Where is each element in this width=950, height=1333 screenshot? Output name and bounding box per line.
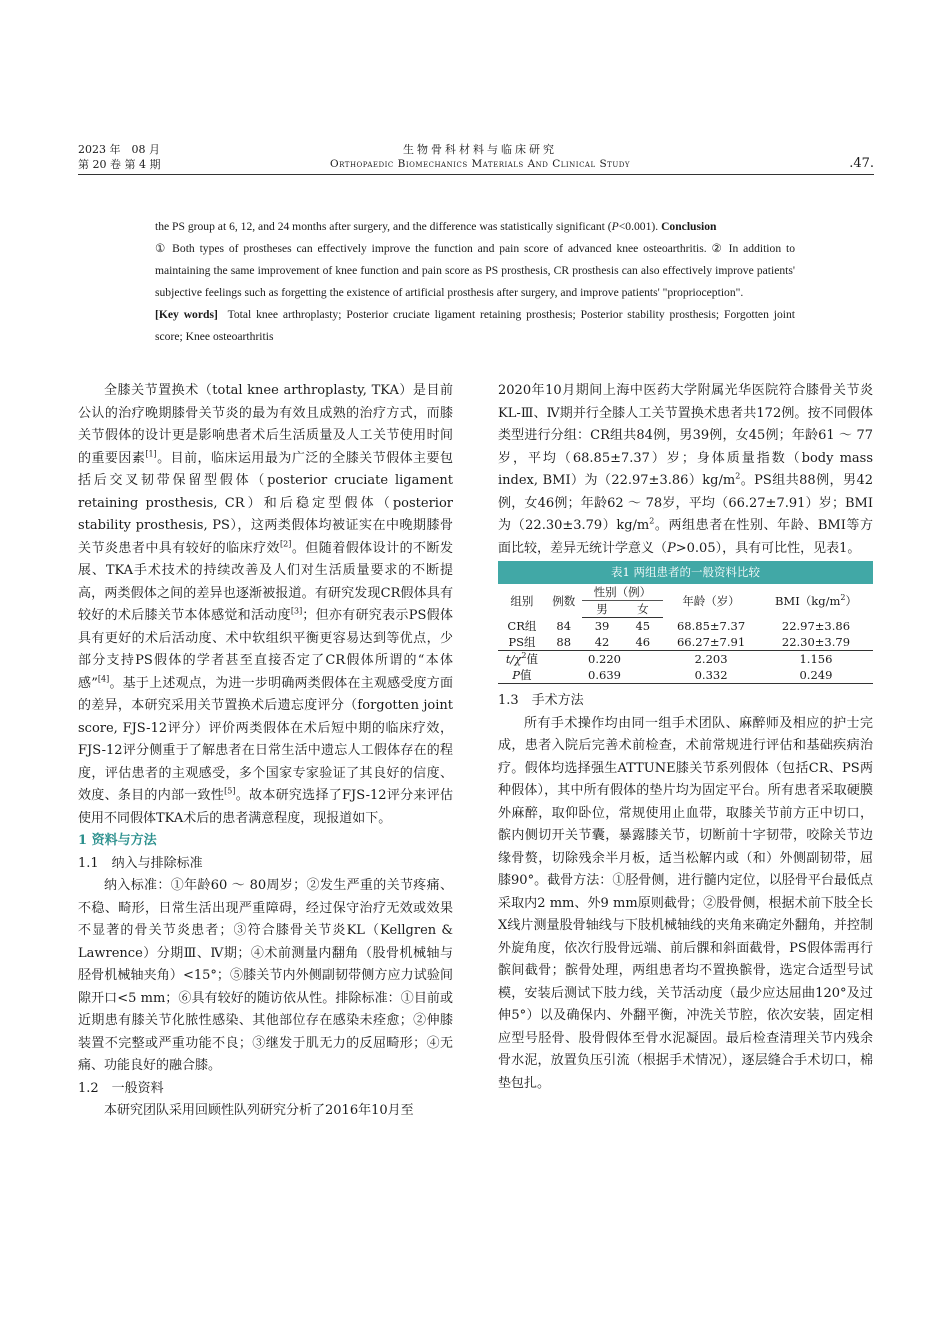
subsection-heading: 1.2 一般资料 xyxy=(78,1080,164,1096)
table-title: 表1 两组患者的一般资料比较 xyxy=(498,561,873,584)
col-header-age: 年龄（岁） xyxy=(682,593,740,608)
conclusion-label: Conclusion xyxy=(661,220,717,233)
abstract-text: <0.001). xyxy=(618,220,662,233)
surgery-paragraph: 所有手术操作均由同一组手术团队、麻醉师及相应的护士完成，患者入院后完善术前检查，术前常规进行评估和基础疾病治疗。假体均选择强生ATTUNE膝关节系列假体（包括CR、PS两种假体），其中所有假体的垫片均为固定平台。所有患者采取硬膜外麻醉，取仰卧位，常规使用止血带，取膝关节前方正中切口，髌内侧切开关节囊，暴露膝关节，切断前十字韧带，咬除关节边缘骨赘，切除残余半月板，适当松解内或（和）外侧副韧带，屈膝90°。截骨方法：①胫骨侧，进行髓内定位，以胫骨平台最低点采取内2 mm、外9 mm原则截骨；②股骨侧，根据术前下肢全长X线片测量股骨轴线与下肢机械轴线的夹角来确定外翻角，并控制外旋角度，依次行股骨远端、前后髁和斜面截骨，PS假体需再行髌间截骨；髌骨处理，两组患者均不置换髌骨，选定合适型号试模，安装后测试下肢力线，关节活动度（最少应达屈曲120°及过伸5°）以及确保内、外翻平衡，冲洗关节腔，依次安装，固定相应型号胫骨、股骨假体至骨水泥凝固。最后检查清理关节内残余骨水泥，放置负压引流（根据手术情况），逐层缝合手术切口，棉垫包扎。 xyxy=(498,715,873,1091)
p-symbol: P xyxy=(611,220,619,233)
section-heading-methods: 1 资料与方法 xyxy=(78,833,157,848)
citation: [1] xyxy=(145,449,157,459)
general-data-paragraph: 本研究团队采用回顾性队列研究分析了2016年10月至 xyxy=(104,1103,414,1118)
citation: [3] xyxy=(290,606,303,616)
subsection-heading: 1.3 手术方法 xyxy=(498,693,584,708)
criteria-paragraph: 纳入标准：①年龄60 ～ 80周岁；②发生严重的关节疼痛、不稳、畸形，日常生活出现严重障碍，经过保守治疗无效或效果不显著的骨关节炎患者；③符合膝骨关节炎KL（Kellgren & Lawrence）分期Ⅲ、Ⅳ期；④术前测量内翻角（股骨机械轴与胫骨机械轴夹角）<15°；⑤膝关节内外侧副韧带侧方应力试验间隙开口<5 mm；⑥具有较好的随访依从性。排除标准：①目前或近期患有膝关节化脓性感染、其他部位存在感染未痊愈；②伸膝装置不完整或严重功能不良；③继发于肌无力的反屈畸形；④无痛、功能良好的融合膝。 xyxy=(78,878,453,1073)
col-header-male: 男 xyxy=(582,601,623,618)
table-row: CR组 84 39 45 68.85±7.37 22.97±3.86 xyxy=(507,618,851,633)
abstract-text: the PS group at 6, 12, and 24 months after surgery, and the difference was statistically significant ( xyxy=(155,220,612,233)
table-body xyxy=(498,584,873,684)
header-issue-info xyxy=(78,142,160,172)
citation: [5] xyxy=(224,786,236,796)
abstract-continuation xyxy=(155,216,795,348)
col-header-bmi: $BMI(kg/m^2)$ xyxy=(774,592,857,608)
header-date: 2023 年 08 月 xyxy=(78,143,160,156)
table-row-p-value: P值 0.639 0.332 0.249 xyxy=(498,667,873,684)
conclusion-text: ① Both types of prostheses can effectively improve the function and pain score of advanced knee osteoarthritis. ② In addition to maintaining the same improvement of knee function and pain score as PS prosthesis, CR prosthesis can also effectively improve patients' subjective feelings such as forgetting the existence of artificial prosthesis after surgery, and improve patients' "proprioception". xyxy=(155,242,795,299)
subsection-heading: 1.1 纳入与排除标准 xyxy=(78,855,203,871)
journal-title-cn: 生物骨科材料与临床研究 xyxy=(403,143,557,156)
table-row: PS组 88 42 46 66.27±7.91 22.30±3.79 xyxy=(498,634,873,651)
left-column xyxy=(78,380,453,1123)
header-divider xyxy=(78,174,874,175)
keywords-text: Total knee arthroplasty; Posterior cruciate ligament retaining prosthesis; Posterior stability prosthesis; Forgotten joint score; Knee osteoarthritis xyxy=(155,308,796,343)
page-number: .47. xyxy=(849,156,874,171)
keywords-label: [Key words] xyxy=(155,308,218,321)
journal-title xyxy=(300,142,660,172)
col-header-female: 女 xyxy=(622,601,663,618)
header-volume: 第 20 卷 第 4 期 xyxy=(78,158,161,171)
table-row-statistic: $t/\chi^2$值 0.220 2.203 1.156 xyxy=(505,651,833,666)
col-header-group: 组别 xyxy=(510,593,534,608)
table-1 xyxy=(498,561,873,684)
right-column xyxy=(498,380,873,1095)
citation: [4] xyxy=(97,674,110,684)
col-header-sex: 性别（例） xyxy=(582,584,664,601)
journal-title-en: Orthopaedic Biomechanics Materials And Clinical Study xyxy=(330,158,630,170)
citation: [2] xyxy=(280,539,292,549)
intro-paragraph: 全膝关节置换术（total knee arthroplasty, TKA）是目前公认的治疗晚期膝骨关节炎的最为有效且成熟的治疗方式，而膝关节假体的设计更是影响患者术后生活质量及人工关节使用时间的重要因素[1]。目前，临床运用最为广泛的全膝关节假体主要包括后交叉韧带保留型假体（posterior cruciate ligament retaining prosthesis, CR）和后稳定型假体（posterior stability prosthesis, PS），这两类假体均被证实在中晚期膝骨关节炎患者中具有较好的临床疗效[2]。但随着假体设计的不断发展、TKA手术技术的持续改善及人们对生活质量要求的不断提高，两类假体之间的差异也逐渐被报道。有研究发现CR假体具有较好的术后膝关节本体感觉和活动度[3]；但亦有研究表示PS假体具有更好的术后活动度、术中软组织平衡更容易达到等优点，少部分支持PS假体的学者甚至直接否定了CR假体所谓的“本体感”[4]。基于上述观点，为进一步明确两类假体在主观感受度方面的差异，本研究采用关节置换术后遗忘度评分（forgotten joint score, FJS-12评分）评价两类假体在术后短中期的临床疗效，FJS-12评分侧重于了解患者在日常生活中遗忘人工假体存在的程度，评估患者的主观感受，多个国家专家验证了其良好的信度、效度、条目的内部一致性[5]。故本研究选择了FJS-12评分来评估使用不同假体TKA术后的患者满意程度，现报道如下。 xyxy=(78,383,453,826)
general-data-continuation: 2020年10月期间上海中医药大学附属光华医院符合膝骨关节炎KL-Ⅲ、Ⅳ期并行全膝人工关节置换术患者共172例。按不同假体类型进行分组：CR组共84例，男39例，女45例；年龄61 ～ 77岁，平均（68.85±7.37）岁；身体质量指数（body mass index, BMI）为$(22.97\pm 3.86)kg/m^2$。PS组共88例，男42例，女46例；年龄62 ～ 78岁，平均（66.27±7.91）岁；BMI为$(22.30\pm 3.79)kg/m^2$。两组患者在性别、年龄、BMI等方面比较，差异无统计学意义（P>0.05），具有可比性，见表1。 xyxy=(498,383,873,556)
col-header-count: 例数 xyxy=(552,593,576,608)
